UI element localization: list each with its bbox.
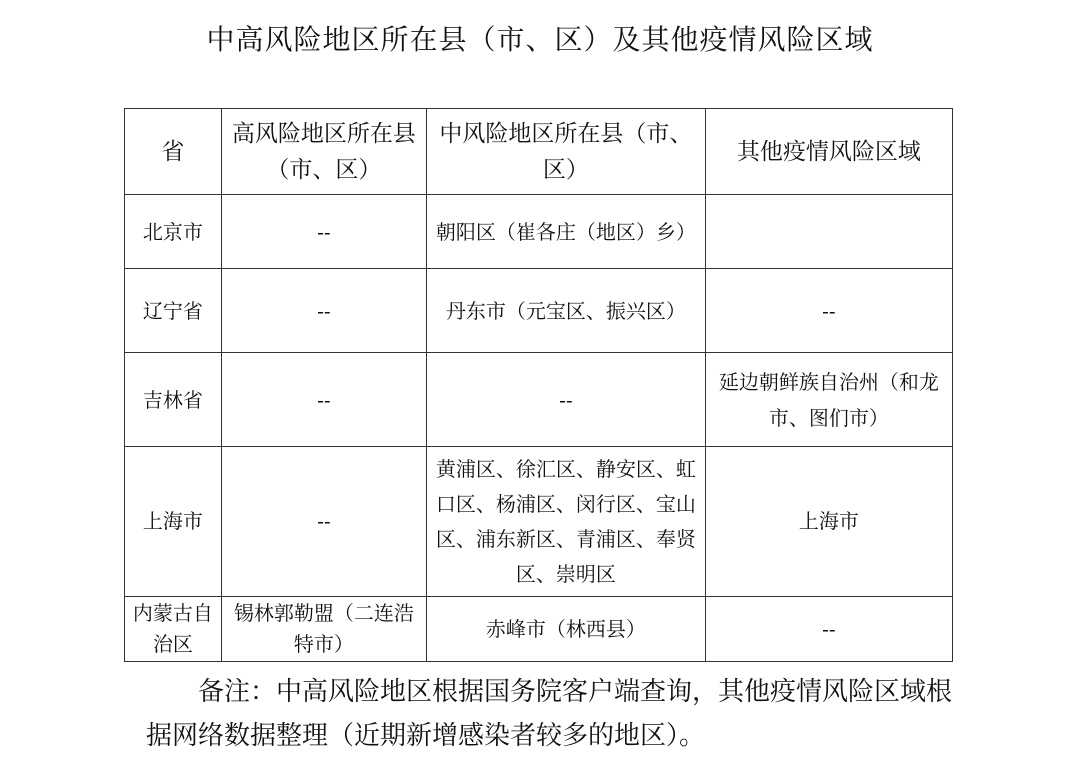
cell-high-risk: --	[221, 195, 426, 269]
cell-province: 内蒙古自治区	[125, 597, 222, 662]
cell-other-risk	[705, 195, 952, 269]
table-row	[125, 447, 953, 597]
header-high-risk: 高风险地区所在县（市、区）	[221, 109, 426, 195]
cell-high-risk: --	[221, 353, 426, 447]
header-other-risk: 其他疫情风险区域	[705, 109, 952, 195]
cell-other-risk: --	[705, 597, 952, 662]
header-mid-risk: 中风险地区所在县（市、区）	[426, 109, 705, 195]
header-province: 省	[125, 109, 222, 195]
cell-other-risk: 延边朝鲜族自治州（和龙市、图们市）	[705, 353, 952, 447]
cell-high-risk: --	[221, 269, 426, 353]
footnote: 备注：中高风险地区根据国务院客户端查询，其他疫情风险区域根据网络数据整理（近期新增感染者较多的地区）。	[146, 677, 953, 751]
cell-high-risk: --	[221, 447, 426, 597]
table-row	[125, 269, 953, 353]
cell-mid-risk: 黄浦区、徐汇区、静安区、虹口区、杨浦区、闵行区、宝山区、浦东新区、青浦区、奉贤区、崇明区	[426, 447, 705, 597]
page-title: 中高风险地区所在县（市、区）及其他疫情风险区域	[206, 23, 874, 56]
cell-province: 辽宁省	[125, 269, 222, 353]
cell-mid-risk: --	[426, 353, 705, 447]
cell-province: 北京市	[125, 195, 222, 269]
table-row	[125, 353, 953, 447]
cell-province: 上海市	[125, 447, 222, 597]
cell-mid-risk: 朝阳区（崔各庄（地区）乡）	[426, 195, 705, 269]
cell-other-risk: --	[705, 269, 952, 353]
cell-mid-risk: 赤峰市（林西县）	[426, 597, 705, 662]
table-header-row	[125, 109, 953, 195]
cell-high-risk: 锡林郭勒盟（二连浩特市）	[221, 597, 426, 662]
table-row	[125, 195, 953, 269]
cell-other-risk: 上海市	[705, 447, 952, 597]
cell-mid-risk: 丹东市（元宝区、振兴区）	[426, 269, 705, 353]
table-row	[125, 597, 953, 662]
cell-province: 吉林省	[125, 353, 222, 447]
risk-area-table	[124, 108, 953, 662]
